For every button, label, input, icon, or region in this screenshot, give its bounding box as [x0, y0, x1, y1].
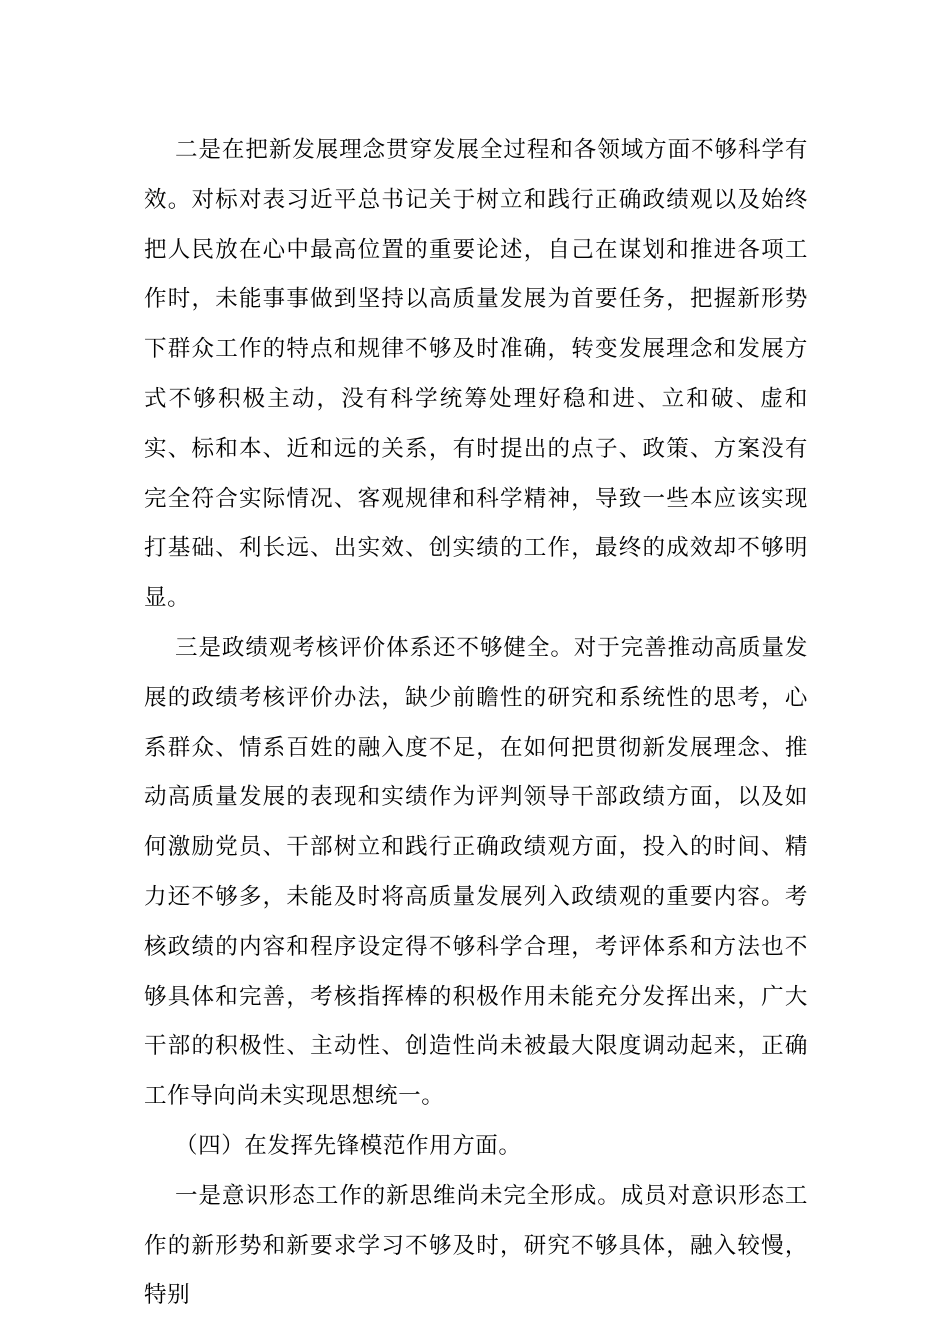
document-body: [144, 126, 808, 1321]
paragraph-first-point: 一是意识形态工作的新思维尚未完全形成。成员对意识形态工作的新形势和新要求学习不够及时，研究不够具体，融入较慢，特别: [144, 1182, 808, 1309]
paragraph-third-point: 三是政绩观考核评价体系还不够健全。对于完善推动高质量发展的政绩考核评价办法，缺少前瞻性的研究和系统性的思考，心系群众、情系百姓的融入度不足，在如何把贯彻新发展理念、推动高质量发展的表现和实绩作为评判领导干部政绩方面，以及如何激励党员、干部树立和践行正确政绩观方面，投入的时间、精力还不够多，未能及时将高质量发展列入政绩观的重要内容。考核政绩的内容和程序设定得不够科学合理，考评体系和方法也不够具体和完善，考核指挥棒的积极作用未能充分发挥出来，广大干部的积极性、主动性、创造性尚未被最大限度调动起来，正确工作导向尚未实现思想统一。: [144, 634, 808, 1110]
section-heading-four: （四）在发挥先锋模范作用方面。: [175, 1132, 522, 1159]
paragraph-second-point: 二是在把新发展理念贯穿发展全过程和各领域方面不够科学有效。对标对表习近平总书记关于树立和践行正确政绩观以及始终把人民放在心中最高位置的重要论述，自己在谋划和推进各项工作时，未能事事做到坚持以高质量发展为首要任务，把握新形势下群众工作的特点和规律不够及时准确，转变发展理念和发展方式不够积极主动，没有科学统筹处理好稳和进、立和破、虚和实、标和本、近和远的关系，有时提出的点子、政策、方案没有完全符合实际情况、客观规律和科学精神，导致一些本应该实现打基础、利长远、出实效、创实绩的工作，最终的成效却不够明显。: [144, 137, 808, 612]
